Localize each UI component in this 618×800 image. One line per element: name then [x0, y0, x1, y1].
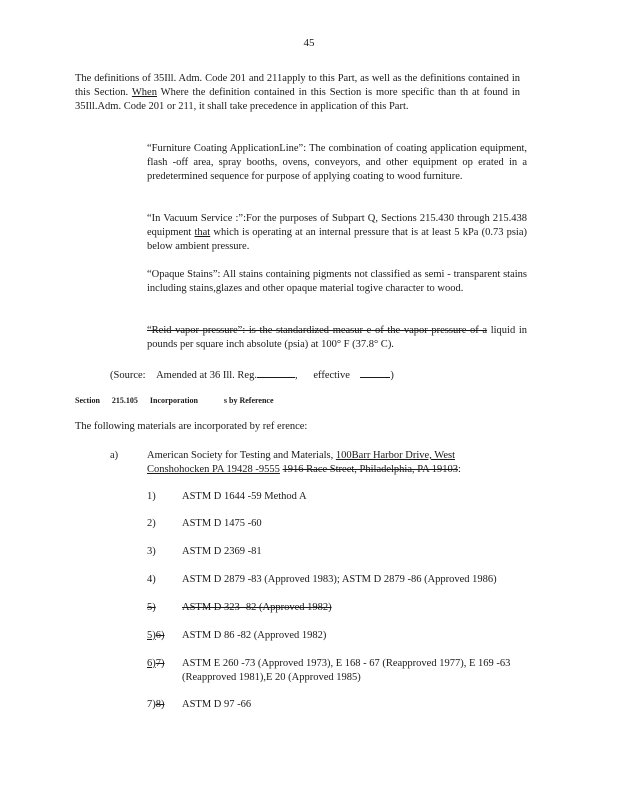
definition-text: “In Vacuum Service :”:For the purposes of Subpart Q, Sections 215.430 through 215.438 equipment [147, 213, 527, 238]
reference-number: 4) [147, 574, 156, 585]
definition-text: which is operating at an internal pressure that is at least 5 kPa (0.73 psia) below ambient pressure. [147, 227, 527, 252]
reference-text: ASTM D 97 -66 [182, 699, 252, 710]
definition-opaque-stains: “Opaque Stains”: All stains containing pigments not classified as semi - transparent stains including stains,glazes and other opaque material togive character to wood. [147, 269, 527, 294]
reference-number: 6)7) [147, 658, 165, 669]
struck-text: “Reid vapor pressure”: is the standardized measur e of the vapor pressure of a [147, 325, 488, 336]
definition-text: liquid in pounds per square inch absolute (psia) at 100° F (37.8° C). [147, 325, 527, 350]
blank-effective-line [360, 366, 390, 378]
reference-number: 1) [147, 491, 156, 502]
reference-text: ASTM D 2369 -81 [182, 546, 262, 557]
definition-in-vacuum-service [147, 212, 527, 254]
reference-number: 2) [147, 518, 156, 529]
source-note: (Source: Amended at 36 Ill. Reg. , effective ) [110, 366, 394, 383]
page-number: 45 [303, 37, 315, 49]
inserted-when: When [131, 87, 157, 98]
inserted-that: that [194, 227, 211, 238]
reference-text: ASTM D 1475 -60 [182, 518, 262, 529]
reference-number-struck: 5) [147, 602, 156, 613]
intro-text-2: Where the definition contained in this Section is more specific than th at found in 35Ill.Adm. Code 201 or 211, it shall take precedence in application of this Part. [75, 87, 521, 112]
definition-reid-vapor-pressure [147, 324, 527, 352]
incorporated-intro: The following materials are incorporated by ref erence: [75, 421, 308, 432]
item-a-text: American Society for Testing and Materials, 100Barr Harbor Drive, West Conshohocken PA 19428 -9555 1916 Race Street, Philadelphia, PA 19103: [147, 450, 461, 475]
reference-number: 5)6) [147, 630, 165, 641]
inserted-address: 100Barr Harbor Drive, West Conshohocken PA 19428 -9555 [147, 450, 456, 475]
reference-text: ASTM D 2879 -83 (Approved 1983); ASTM D 2879 -86 (Approved 1986) [182, 574, 497, 585]
intro-text-1: The definitions of 35Ill. Adm. Code 201 and 211apply to this Part, as well as the definitions contained in this Section. [75, 73, 520, 98]
reference-number: 7)8) [147, 699, 165, 710]
reference-number: 3) [147, 546, 156, 557]
section-heading: Section 215.105 Incorporation s by Reference [75, 396, 274, 405]
reference-text: ASTM D 86 -82 (Approved 1982) [182, 630, 327, 641]
reference-text-struck: ASTM D 323 -82 (Approved 1982) [182, 602, 332, 613]
blank-register-line [257, 366, 295, 378]
definition-furniture-coating-line: “Furniture Coating ApplicationLine”: The combination of coating application equipment, flash -off area, spray booths, ovens, conveyors, and other equipment op erated in a predetermined sequence for purpose of applying coating to wood furniture. [147, 143, 527, 182]
item-a-marker: a) [110, 450, 119, 461]
struck-address: 1916 Race Street, Philadelphia, PA 19103 [282, 464, 459, 475]
reference-text: ASTM E 260 -73 (Approved 1973), E 168 - 67 (Reapproved 1977), E 169 -63 (Reapproved 1981),E 20 (Approved 1985) [182, 658, 511, 683]
reference-text: ASTM D 1644 -59 Method A [182, 491, 307, 502]
intro-paragraph [75, 72, 520, 114]
